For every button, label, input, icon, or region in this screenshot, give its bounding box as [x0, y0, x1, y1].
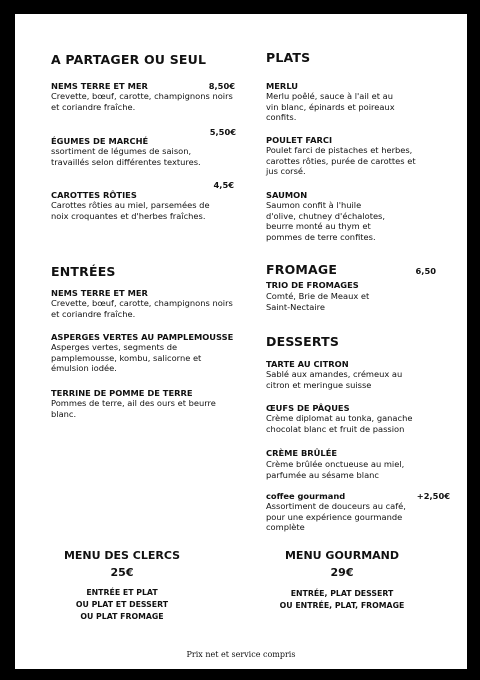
- item-description: Comté, Brie de Meaux et Saint-Nectaire: [266, 291, 370, 312]
- item-name: POULET FARCI: [266, 135, 333, 145]
- item-description: Crème brûlée onctueuse au miel, parfumée au sésame blanc: [266, 459, 405, 480]
- item-description: Poulet farci de pistaches et herbes, carottes rôties, purée de carottes et jus corsé.: [266, 145, 416, 176]
- item-name: ASPERGES VERTES AU PAMPLEMOUSSE: [51, 332, 234, 342]
- item-description: Merlu poêlé, sauce à l'ail et au vin blanc, épinards et poireaux confits.: [266, 91, 395, 122]
- item-description: Saumon confit à l'huile d'olive, chutney d'échalotes, beurre monté au thym et pommes de terre confites.: [266, 200, 386, 242]
- item-description: Crème diplomat au tonka, ganache chocolat blanc et fruit de passion: [266, 413, 413, 434]
- menu-box-gourmand: [252, 549, 432, 612]
- menu-price: 29€: [330, 566, 354, 579]
- item-description: ssortiment de légumes de saison, travaillés selon différentes textures.: [51, 146, 201, 167]
- menu-title: MENU DES CLERCS: [63, 549, 181, 562]
- item-description: Pommes de terre, ail des ours et beurre blanc.: [51, 398, 216, 419]
- menu-page: [15, 14, 467, 669]
- item-price: +2,50€: [416, 491, 450, 501]
- menu-option-line: ENTRÉE, PLAT DESSERT: [290, 589, 394, 598]
- item-description: Sablé aux amandes, crémeux au citron et meringue suisse: [266, 369, 403, 390]
- item-description: Asperges vertes, segments de pamplemousse, kombu, salicorne et émulsion iodée.: [51, 342, 202, 373]
- item-name: TARTE AU CITRON: [266, 359, 349, 369]
- menu-price: 25€: [110, 566, 134, 579]
- item-name: NEMS TERRE ET MER: [51, 288, 148, 298]
- footer-note: Prix net et service compris: [186, 650, 296, 659]
- item-price: 4,5€: [213, 180, 234, 190]
- section-title-entrees: ENTRÉES: [51, 264, 116, 279]
- item-name: TERRINE DE POMME DE TERRE: [51, 388, 193, 398]
- section-title-plats: PLATS: [266, 50, 311, 65]
- item-name: SAUMON: [266, 190, 308, 200]
- item-description: Carottes rôties au miel, parsemées de noix croquantes et d'herbes fraîches.: [51, 200, 210, 221]
- menu-box-clercs: [37, 549, 207, 623]
- item-description: Crevette, bœuf, carotte, champignons noirs et coriandre fraîche.: [51, 91, 233, 112]
- item-description: Crevette, bœuf, carotte, champignons noirs et coriandre fraîche.: [51, 298, 233, 319]
- item-name: NEMS TERRE ET MER: [51, 81, 148, 91]
- item-name: ÉGUMES DE MARCHÉ: [51, 136, 149, 146]
- section-price: 6,50: [415, 266, 436, 276]
- section-title-partager: A PARTAGER OU SEUL: [51, 52, 207, 67]
- item-name: CAROTTES RÔTIES: [51, 190, 137, 200]
- section-title-desserts: DESSERTS: [266, 334, 340, 349]
- menu-option-line: OU ENTRÉE, PLAT, FROMAGE: [279, 601, 405, 610]
- item-price: 8,50€: [208, 81, 235, 91]
- item-name: MERLU: [266, 81, 299, 91]
- item-description: Assortiment de douceurs au café, pour une expérience gourmande complète: [266, 501, 406, 532]
- item-name: TRIO DE FROMAGES: [266, 280, 359, 290]
- item-name: ŒUFS DE PÂQUES: [266, 403, 350, 413]
- menu-title: MENU GOURMAND: [284, 549, 399, 562]
- menu-option-line: OU PLAT FROMAGE: [80, 612, 164, 621]
- menu-option-line: ENTRÉE ET PLAT: [86, 588, 158, 597]
- item-name: CRÈME BRÛLÉE: [266, 448, 338, 458]
- menu-option-line: OU PLAT ET DESSERT: [75, 600, 169, 609]
- item-name: coffee gourmand: [266, 491, 346, 501]
- item-price: 5,50€: [209, 127, 236, 137]
- section-title-fromage: FROMAGE: [266, 262, 338, 277]
